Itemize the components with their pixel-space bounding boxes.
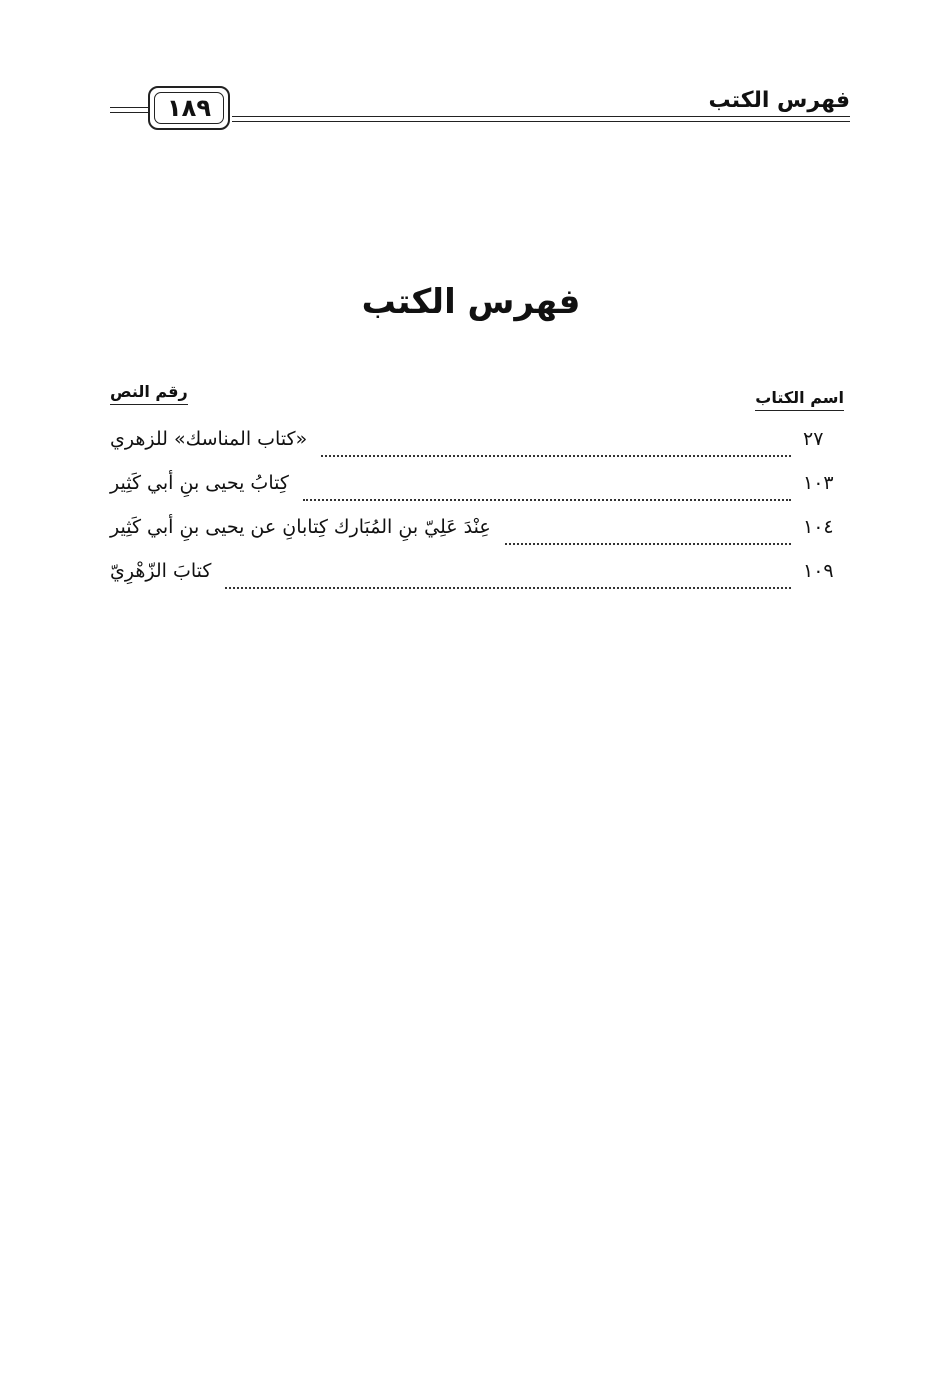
entry-title: عِنْدَ عَلِيّ بنِ المُبَارك كِتابانِ عن يحيى بنِ أبي كَثِير	[110, 516, 491, 538]
entry-title: كتابَ الزّهْرِيّ	[110, 560, 212, 582]
page-title: فهرس الكتب	[361, 282, 581, 322]
index-list	[110, 428, 845, 604]
column-header-text-number: رقم النص	[110, 382, 188, 405]
page-header	[110, 80, 850, 136]
index-entry	[110, 560, 845, 604]
header-rule	[110, 112, 150, 113]
leader-dots	[303, 499, 791, 501]
leader-dots	[321, 455, 791, 457]
entry-number: ٢٧	[803, 428, 824, 450]
entry-number: ١٠٣	[803, 472, 834, 494]
header-rule	[232, 116, 850, 117]
header-rule	[110, 107, 150, 108]
running-title: فهرس الكتب	[708, 88, 850, 113]
entry-title: كِتابُ يحيى بنِ أبي كَثِير	[110, 472, 289, 494]
page-number-frame	[148, 86, 230, 130]
leader-dots	[225, 587, 791, 589]
header-rule	[232, 121, 850, 122]
index-entry	[110, 428, 845, 472]
index-entry	[110, 472, 845, 516]
column-header-book-name: اسم الكتاب	[755, 388, 844, 411]
index-entry	[110, 516, 845, 560]
entry-number: ١٠٩	[803, 560, 834, 582]
entry-title: «كتاب المناسك» للزهري	[110, 428, 308, 450]
leader-dots	[505, 543, 791, 545]
page-number: ١٨٩	[154, 92, 224, 124]
entry-number: ١٠٤	[803, 516, 834, 538]
